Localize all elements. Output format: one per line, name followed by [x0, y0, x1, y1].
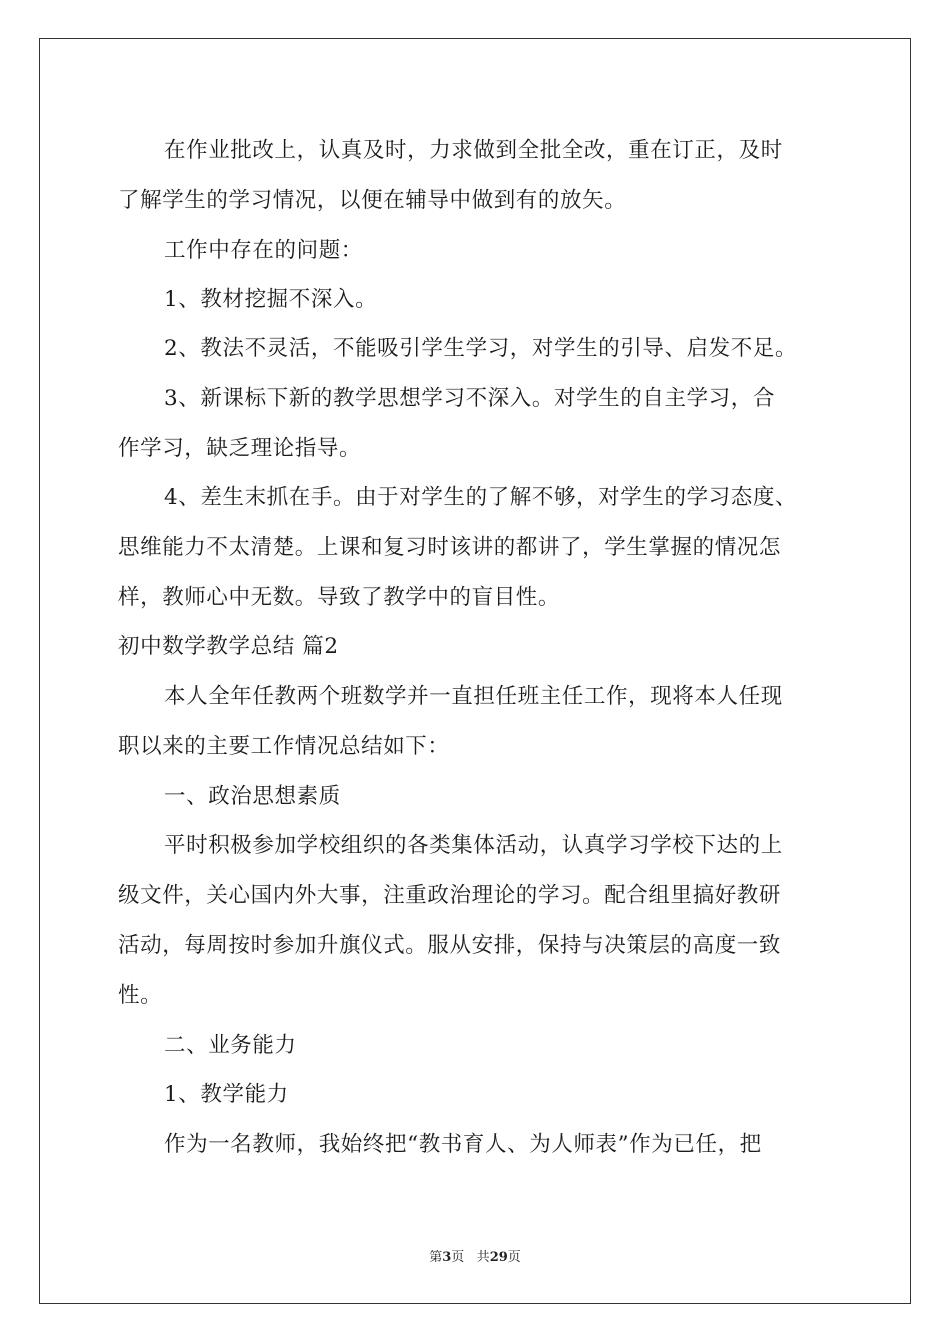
- paragraph-line: 本人全年任教两个班数学并一直担任班主任工作，现将本人任现: [164, 684, 783, 709]
- section-heading: 初中数学教学总结 篇2: [118, 634, 339, 659]
- paragraph-line: 3、新课标下新的教学思想学习不深入。对学生的自主学习，合: [164, 386, 775, 411]
- page-number: 3: [442, 1250, 452, 1265]
- paragraph-line: 活动，每周按时参加升旗仪式。服从安排，保持与决策层的高度一致: [118, 933, 782, 958]
- paragraph-line: 样，教师心中无数。导致了教学中的盲目性。: [118, 585, 561, 610]
- page-border: [39, 38, 911, 1304]
- paragraph-line: 职以来的主要工作情况总结如下：: [118, 734, 450, 759]
- paragraph-line: 了解学生的学习情况，以便在辅导中做到有的放矢。: [118, 188, 627, 213]
- paragraph-line: 在作业批改上，认真及时，力求做到全批全改，重在订正，及时: [164, 138, 783, 163]
- subsection-heading: 1、教学能力: [164, 1082, 289, 1107]
- paragraph-line: 级文件，关心国内外大事，注重政治理论的学习。配合组里搞好教研: [118, 883, 782, 908]
- paragraph-line: 作为一名教师，我始终把“教书育人、为人师表”作为已任，把: [164, 1132, 762, 1157]
- total-suffix: 页: [507, 1250, 521, 1265]
- paragraph-line: 平时积极参加学校组织的各类集体活动，认真学习学校下达的上: [164, 833, 783, 858]
- paragraph-line: 工作中存在的问题：: [164, 238, 363, 263]
- page-footer: [0, 1246, 950, 1265]
- total-pages: 29: [489, 1250, 508, 1265]
- paragraph-line: 思维能力不太清楚。上课和复习时该讲的都讲了，学生掌握的情况怎: [118, 535, 782, 560]
- paragraph-line: 1、教材挖掘不深入。: [164, 287, 378, 312]
- paragraph-line: 4、差生末抓在手。由于对学生的了解不够，对学生的学习态度、: [164, 485, 798, 510]
- page-suffix: 页: [451, 1250, 465, 1265]
- paragraph-line: 2、教法不灵活，不能吸引学生学习，对学生的引导、启发不足。: [164, 336, 798, 361]
- paragraph-line: 作学习，缺乏理论指导。: [118, 436, 362, 461]
- subsection-heading: 二、业务能力: [164, 1033, 297, 1058]
- page-prefix: 第: [429, 1250, 443, 1265]
- subsection-heading: 一、政治思想素质: [164, 784, 341, 809]
- paragraph-line: 性。: [118, 983, 163, 1008]
- total-prefix: 共: [476, 1250, 490, 1265]
